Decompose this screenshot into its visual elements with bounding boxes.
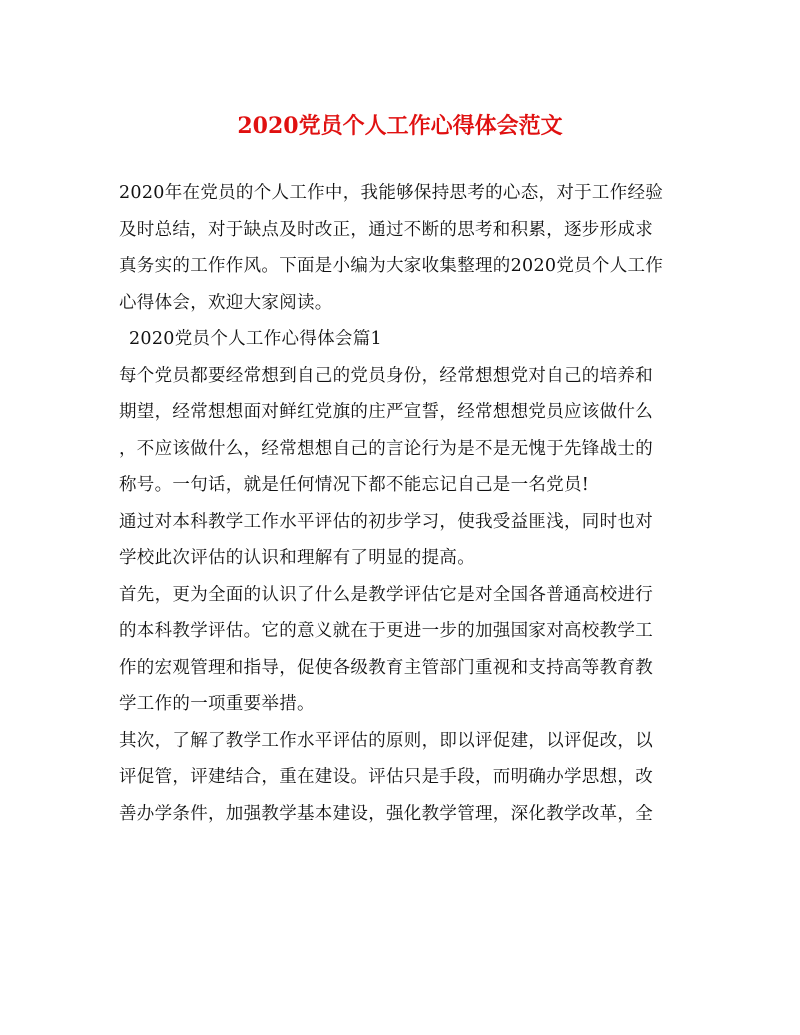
document-body — [119, 175, 689, 832]
text-line: 通过对本科教学工作水平评估的初步学习，使我受益匪浅，同时也对 — [119, 511, 653, 532]
text-line: 的本科教学评估。它的意义就在于更进一步的加强国家对高校教学工 — [119, 621, 653, 641]
text-line: ，不应该做什么，经常想想自己的言论行为是不是无愧于先锋战士的 — [119, 438, 653, 459]
text-line: 及时总结，对于缺点及时改正，通过不断的思考和积累，逐步形成求 — [119, 219, 653, 240]
section-heading: 2020党员个人工作心得体会篇1 — [129, 329, 382, 349]
text-line: 期望，经常想想面对鲜红党旗的庄严宣誓，经常想想党员应该做什么 — [119, 402, 653, 422]
text-line: 善办学条件，加强教学基本建设，强化教学管理，深化教学改革，全 — [119, 803, 653, 824]
text-line: 作的宏观管理和指导，促使各级教育主管部门重视和支持高等教育教 — [119, 657, 653, 678]
document-title: 2020党员个人工作心得体会范文 — [237, 113, 563, 139]
text-line: 称号。一句话，就是任何情况下都不能忘记自己是一名党员! — [119, 475, 590, 495]
text-line: 首先，更为全面的认识了什么是教学评估它是对全国各普通高校进行 — [119, 584, 653, 605]
text-line: 学校此次评估的认识和理解有了明显的提高。 — [119, 548, 475, 568]
text-line: 心得体会，欢迎大家阅读。 — [119, 292, 333, 313]
text-line: 评促管，评建结合，重在建设。评估只是手段，而明确办学思想，改 — [119, 767, 653, 787]
text-line: 2020年在党员的个人工作中，我能够保持思考的心态，对于工作经验 — [119, 183, 664, 203]
text-line: 真务实的工作作风。下面是小编为大家收集整理的2020党员个人工作 — [119, 256, 664, 276]
text-line: 其次，了解了教学工作水平评估的原则，即以评促建，以评促改，以 — [119, 730, 653, 751]
text-line: 学工作的一项重要举措。 — [119, 694, 315, 714]
text-line: 每个党员都要经常想到自己的党员身份，经常想想党对自己的培养和 — [119, 365, 653, 386]
